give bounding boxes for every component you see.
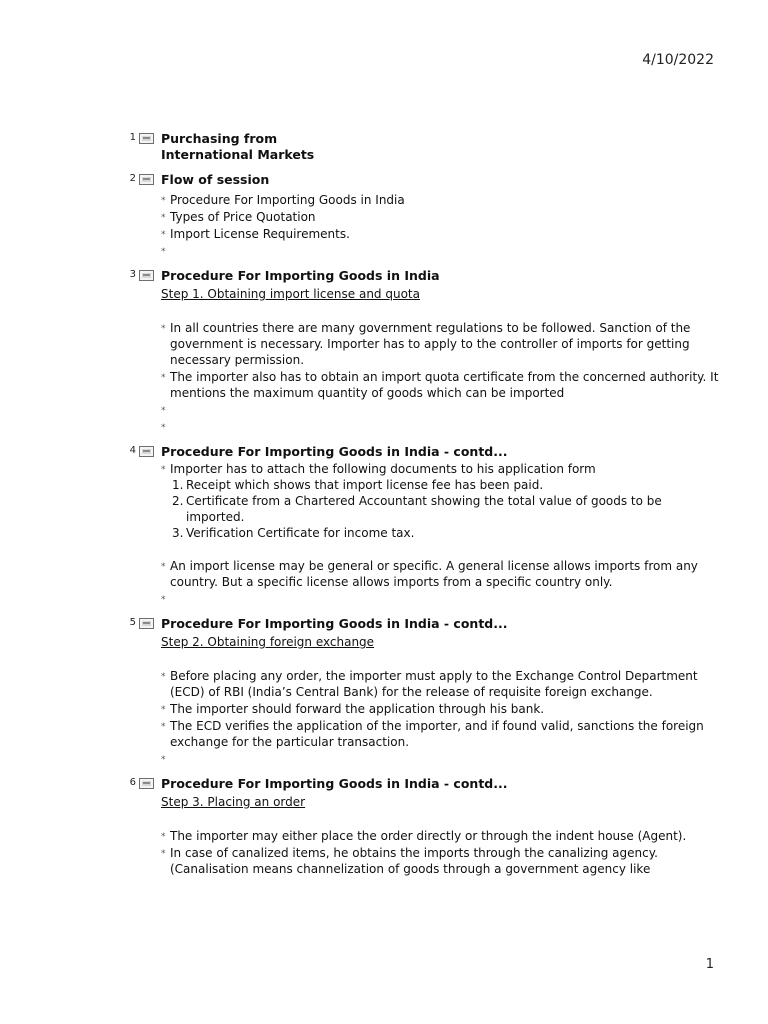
slide-subheading: Step 3. Placing an order	[161, 795, 306, 809]
slide-title: Purchasing from International Markets	[161, 131, 315, 162]
slide-thumbnail-icon	[139, 618, 154, 629]
slide-thumbnail-icon	[139, 270, 154, 281]
bullet-item-empty	[161, 243, 720, 259]
slide-title: Procedure For Importing Goods in India - contd...	[161, 776, 508, 791]
bullet-item: * The ECD verifies the application of the importer, and if found valid, sanctions the foreign exchange for the particular transaction.	[161, 718, 720, 750]
numbered-item: 1. Receipt which shows that import license fee has been paid.	[172, 478, 544, 492]
bullet-item: * In case of canalized items, he obtains the imports through the canalizing agency. (Canalisation means channelization of goods through a government agency like	[161, 845, 720, 877]
slide-number: 4	[129, 445, 136, 456]
bullet-item-empty	[161, 419, 720, 435]
bullet-item-empty	[161, 402, 720, 418]
slide-title: Procedure For Importing Goods in India	[161, 268, 440, 283]
slide-thumbnail-icon	[139, 133, 154, 144]
slide-subheading: Step 2. Obtaining foreign exchange	[161, 635, 375, 649]
slide-title: Flow of session	[161, 172, 270, 187]
slide-number: 3	[129, 269, 136, 280]
print-date: 4/10/2022	[642, 52, 714, 68]
slide-number: 1	[129, 132, 136, 143]
slide-number: 6	[129, 777, 136, 788]
slide-number: 2	[129, 173, 136, 184]
slide-6	[120, 776, 720, 877]
slide-4	[120, 444, 720, 607]
bullet-item: * Before placing any order, the importer must apply to the Exchange Control Department (ECD) of RBI (India’s Central Bank) for the release of requisite foreign exchange.	[161, 668, 720, 700]
numbered-list	[161, 477, 720, 541]
slide-title: Procedure For Importing Goods in India - contd...	[161, 444, 508, 459]
bullet-item: * Types of Price Quotation	[161, 209, 720, 225]
numbered-item: 2. Certificate from a Chartered Accountant showing the total value of goods to be imported.	[172, 494, 662, 524]
bullet-item: * The importer also has to obtain an import quota certificate from the concerned authority. It mentions the maximum quantity of goods which can be imported	[161, 369, 720, 401]
slide-number: 5	[129, 617, 136, 628]
bullet-item: * In all countries there are many government regulations to be followed. Sanction of the government is necessary. Importer has to apply to the controller of imports for getting necessary permission.	[161, 320, 720, 368]
slide-outline	[120, 131, 720, 886]
bullet-item-empty	[161, 591, 720, 607]
bullet-item: * Procedure For Importing Goods in India	[161, 192, 720, 208]
slide-1	[120, 131, 720, 163]
bullet-item-empty	[161, 751, 720, 767]
slide-thumbnail-icon	[139, 446, 154, 457]
slide-thumbnail-icon	[139, 174, 154, 185]
bullet-item: * Import License Requirements.	[161, 226, 720, 242]
numbered-item: 3. Verification Certificate for income tax.	[172, 526, 415, 540]
slide-thumbnail-icon	[139, 778, 154, 789]
bullet-item: * Importer has to attach the following documents to his application form	[161, 461, 720, 477]
slide-2	[120, 172, 720, 259]
bullet-item: * An import license may be general or specific. A general license allows imports from any country. But a specific license allows imports from a specific country only.	[161, 558, 720, 590]
slide-5	[120, 616, 720, 767]
bullet-item: * The importer may either place the order directly or through the indent house (Agent).	[161, 828, 720, 844]
slide-subheading: Step 1. Obtaining import license and quota	[161, 287, 420, 301]
bullet-item: * The importer should forward the application through his bank.	[161, 701, 720, 717]
slide-title: Procedure For Importing Goods in India - contd...	[161, 616, 508, 631]
slide-3	[120, 268, 720, 435]
page-number: 1	[705, 957, 714, 972]
